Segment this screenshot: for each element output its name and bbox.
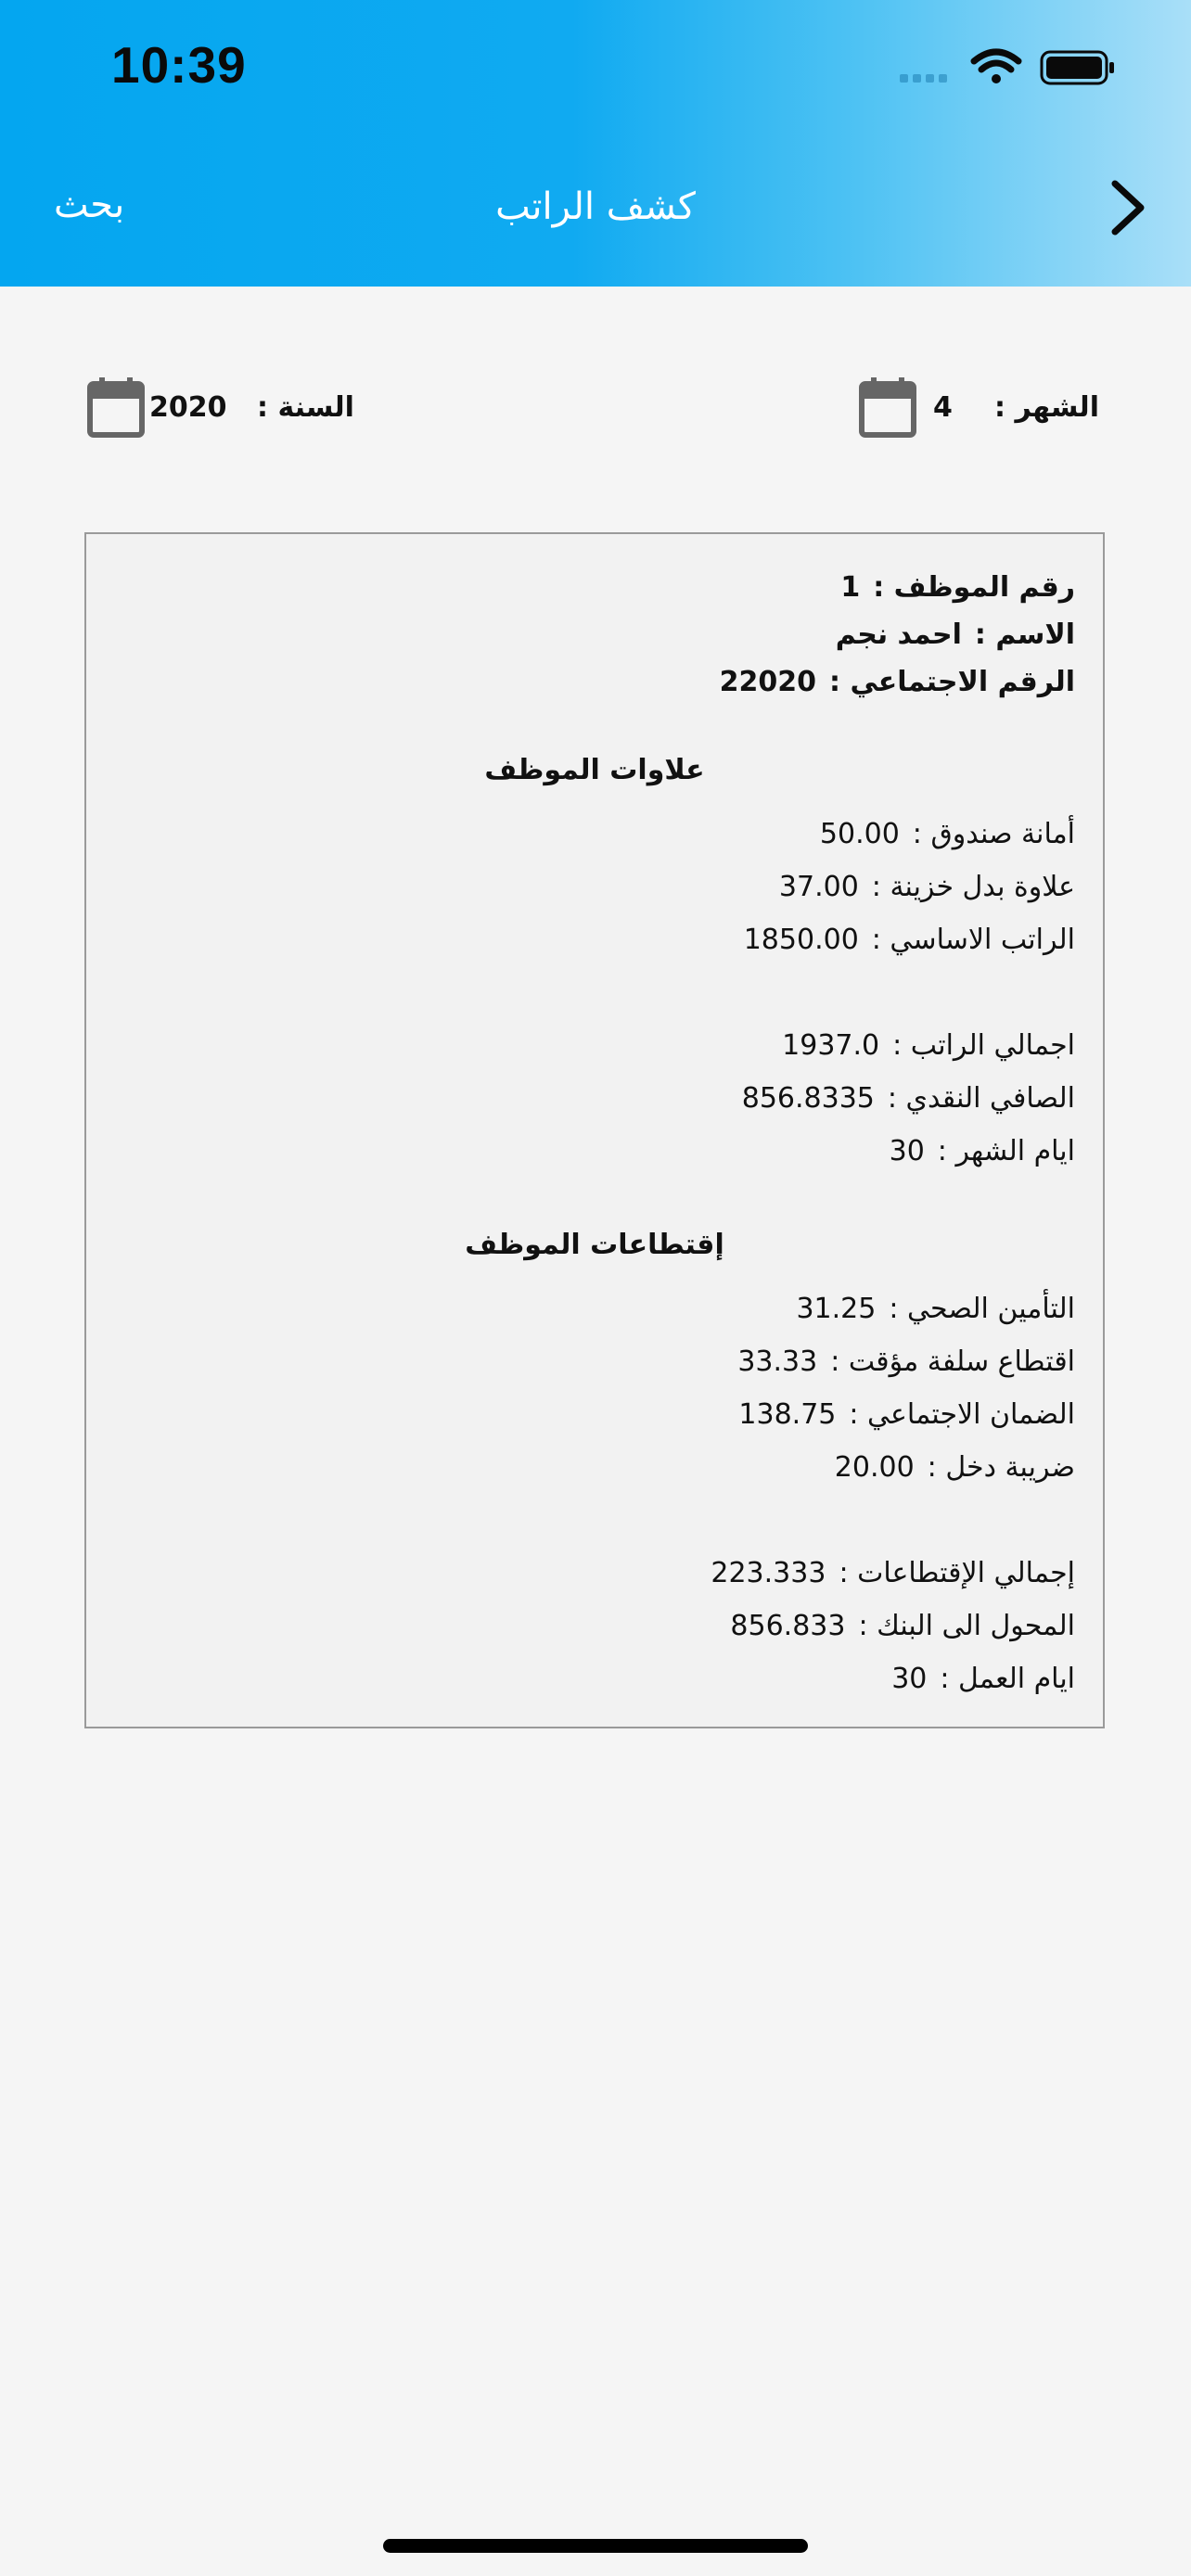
deduction-value: 20.00 — [834, 1451, 915, 1484]
summary-row — [730, 1606, 1075, 1647]
summary-label: المحول الى البنك : — [858, 1610, 1075, 1642]
deduction-row — [737, 1342, 1075, 1383]
allowances-title: علاوات الموظف — [484, 754, 705, 786]
year-calendar-icon[interactable] — [87, 376, 145, 438]
home-indicator[interactable] — [383, 2539, 808, 2553]
employee-social-value: 22020 — [719, 666, 817, 698]
deduction-label: اقتطاع سلفة مؤقت : — [830, 1345, 1075, 1378]
total-row — [782, 1026, 1075, 1066]
summary-row — [711, 1553, 1075, 1594]
employee-social-row — [720, 662, 1075, 703]
month-label: الشهر : — [994, 391, 1099, 424]
month-calendar-icon[interactable] — [859, 376, 916, 438]
battery-icon — [1042, 52, 1114, 83]
total-label: الصافي النقدي : — [887, 1082, 1075, 1115]
deduction-row — [796, 1289, 1075, 1330]
page-title: كشف الراتب — [495, 185, 696, 228]
summary-value: 223.333 — [711, 1557, 826, 1589]
allowance-value: 50.00 — [819, 818, 900, 850]
employee-name-row — [836, 615, 1075, 656]
allowance-value: 37.00 — [778, 871, 859, 903]
employee-name-label: الاسم : — [974, 618, 1075, 651]
employee-social-label: الرقم الاجتماعي : — [829, 666, 1075, 698]
total-value: 1937.0 — [782, 1029, 880, 1062]
total-value: 30 — [889, 1135, 925, 1167]
deduction-row — [835, 1447, 1075, 1488]
back-chevron-icon[interactable] — [1102, 174, 1154, 241]
deduction-label: التأمين الصحي : — [889, 1293, 1075, 1325]
summary-value: 30 — [891, 1663, 928, 1695]
allowance-label: الراتب الاساسي : — [871, 924, 1075, 956]
deductions-title: إقتطاعات الموظف — [465, 1229, 724, 1261]
summary-label: إجمالي الإقتطاعات : — [839, 1557, 1075, 1589]
payslip-card — [84, 532, 1105, 1728]
year-label: السنة : — [257, 391, 354, 424]
wifi-icon — [974, 52, 1018, 83]
allowance-value: 1850.00 — [743, 924, 859, 956]
employee-id-value: 1 — [840, 571, 861, 604]
date-filters — [0, 371, 1191, 445]
allowance-label: علاوة بدل خزينة : — [871, 871, 1075, 903]
total-value: 856.8335 — [741, 1082, 875, 1115]
allowance-row — [779, 867, 1075, 908]
allowance-row — [820, 814, 1075, 855]
total-row — [890, 1131, 1075, 1172]
status-time: 10:39 — [111, 36, 247, 94]
status-icons — [900, 46, 1122, 89]
allowance-row — [744, 920, 1075, 961]
search-button[interactable]: بحث — [54, 184, 125, 226]
employee-id-row — [840, 567, 1075, 608]
year-value[interactable]: 2020 — [149, 391, 227, 424]
deduction-label: ضريبة دخل : — [927, 1451, 1075, 1484]
deduction-value: 31.25 — [796, 1293, 877, 1325]
deduction-value: 33.33 — [737, 1345, 818, 1378]
deduction-row — [738, 1395, 1075, 1435]
total-label: ايام الشهر : — [937, 1135, 1075, 1167]
month-value[interactable]: 4 — [933, 391, 953, 424]
cellular-signal-icon — [900, 74, 947, 83]
summary-row — [891, 1659, 1075, 1700]
total-label: اجمالي الراتب : — [892, 1029, 1075, 1062]
nav-header — [0, 0, 1191, 287]
summary-value: 856.833 — [730, 1610, 846, 1642]
allowance-label: أمانة صندوق : — [912, 818, 1075, 850]
total-row — [742, 1078, 1075, 1119]
employee-id-label: رقم الموظف : — [873, 571, 1075, 604]
deduction-label: الضمان الاجتماعي : — [849, 1398, 1075, 1431]
summary-label: ايام العمل : — [940, 1663, 1075, 1695]
employee-name-value: احمد نجم — [835, 618, 962, 651]
deduction-value: 138.75 — [738, 1398, 837, 1431]
